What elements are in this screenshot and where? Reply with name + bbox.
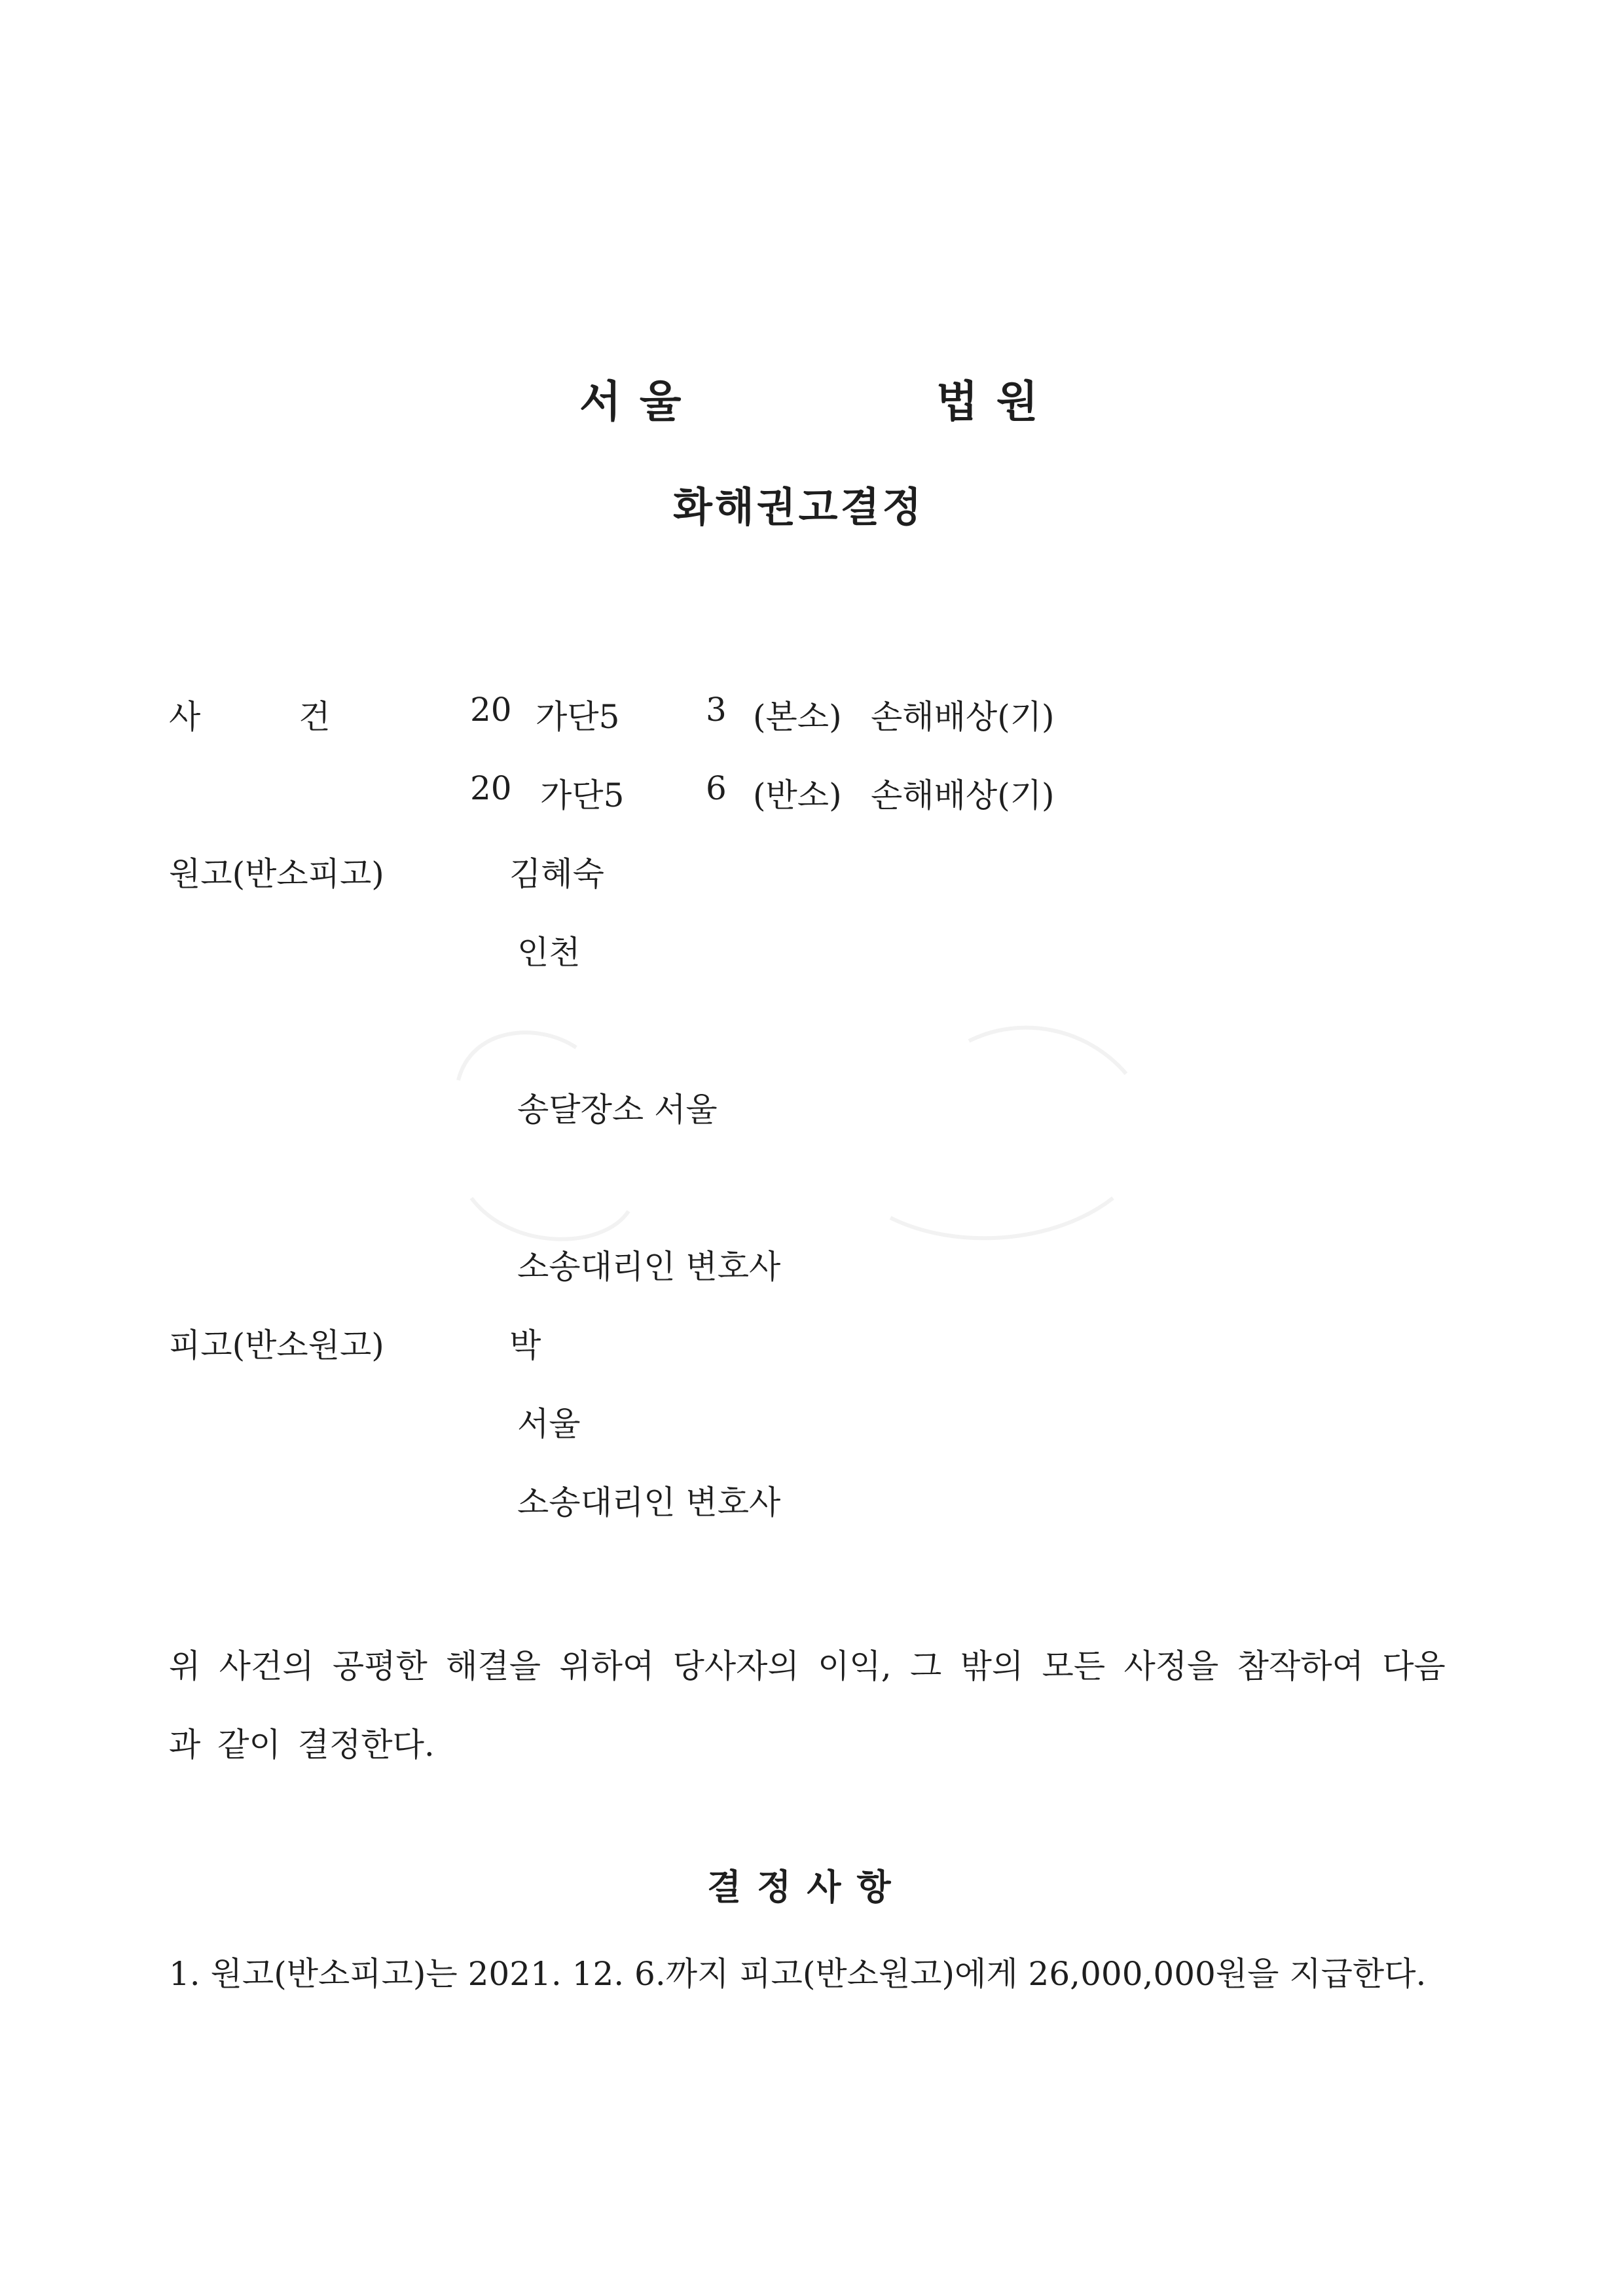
- intro-word: 사정을: [1123, 1647, 1219, 1685]
- intro-paragraph-line-2: 과 같이 결정한다.: [169, 1726, 435, 1764]
- intro-word: 이익,: [818, 1647, 892, 1685]
- plaintiff-name: 김혜숙: [509, 855, 604, 893]
- case-suffix-1: 3: [706, 691, 727, 729]
- defendant-address: 서울: [517, 1405, 581, 1443]
- intro-paragraph-line-1: [169, 1640, 1446, 1687]
- intro-word: 위하여: [559, 1647, 655, 1685]
- defendant-label: 피고(반소원고): [169, 1326, 384, 1364]
- case-year-2: 20: [470, 769, 512, 807]
- decision-section-title: 결정사항: [707, 1867, 907, 1908]
- intro-word: 공평한: [332, 1647, 428, 1685]
- case-suffix-2: 6: [706, 769, 727, 807]
- case-number-1: 가단5: [536, 698, 620, 736]
- intro-word: 그: [909, 1647, 942, 1685]
- intro-word: 밖의: [960, 1647, 1024, 1685]
- defendant-name: 박: [509, 1326, 541, 1364]
- document-title: 화해권고결정: [673, 483, 924, 531]
- plaintiff-address: 인천: [517, 934, 581, 972]
- defendant-attorney: 소송대리인 변호사: [517, 1484, 781, 1522]
- intro-word: 참작하여: [1237, 1647, 1364, 1685]
- faint-stamp-mark: [432, 1002, 1165, 1277]
- intro-word: 다음: [1382, 1647, 1446, 1685]
- plaintiff-attorney: 소송대리인 변호사: [517, 1248, 781, 1286]
- intro-word: 모든: [1042, 1647, 1106, 1685]
- decision-item-1: 1. 원고(반소피고)는 2021. 12. 6.까지 피고(반소원고)에게 26,000,000원을 지급한다.: [169, 1955, 1427, 1993]
- intro-word: 당사자의: [672, 1647, 799, 1685]
- case-claim-1: 손해배상(기): [871, 698, 1055, 736]
- case-year-1: 20: [470, 691, 512, 729]
- plaintiff-service-address: 송달장소 서울: [517, 1091, 718, 1129]
- court-name-left: 서울: [579, 376, 700, 427]
- case-type-2: (반소): [753, 776, 842, 814]
- case-number-2: 가단5: [540, 776, 625, 814]
- intro-word: 위: [169, 1647, 201, 1685]
- case-label: 사건: [169, 698, 429, 736]
- plaintiff-label: 원고(반소피고): [169, 855, 384, 893]
- court-name-right: 법원: [936, 376, 1057, 427]
- intro-word: 해결을: [446, 1647, 541, 1685]
- case-claim-2: 손해배상(기): [871, 776, 1055, 814]
- intro-word: 사건의: [219, 1647, 314, 1685]
- case-type-1: (본소): [753, 698, 842, 736]
